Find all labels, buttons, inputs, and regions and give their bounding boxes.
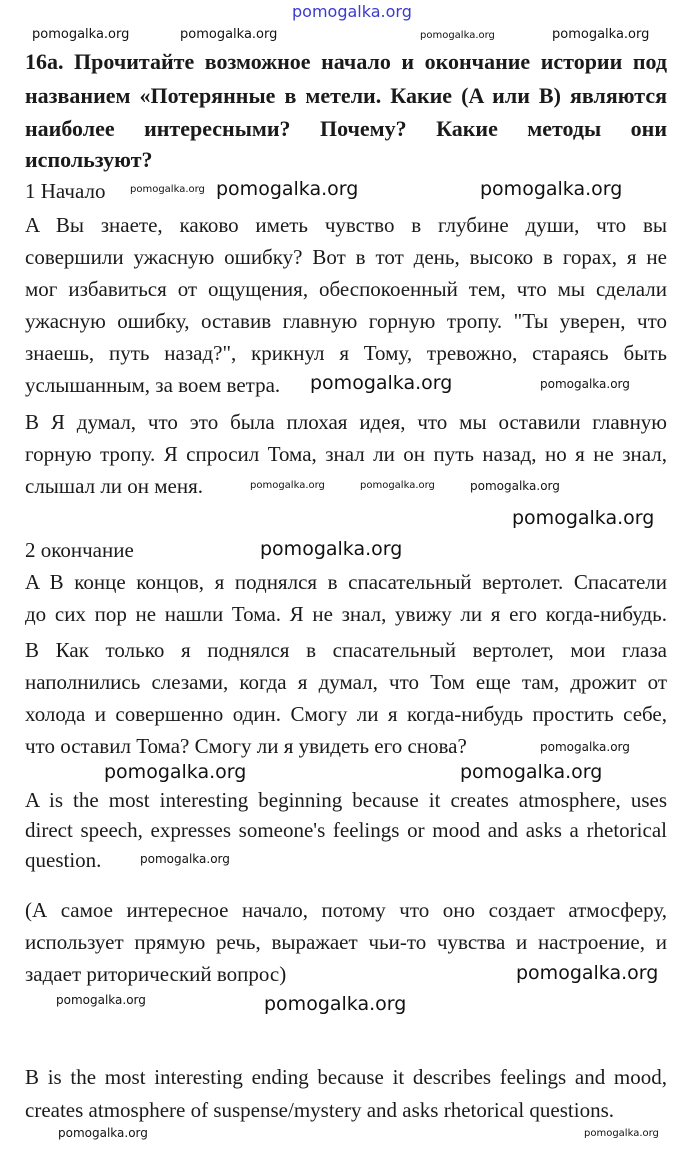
text-line: знаешь, путь назад?", крикнул я Тому, тревожно, стараясь быть [25, 341, 667, 365]
answer-line: B is the most interesting ending because it describes feelings and mood, [25, 1065, 667, 1089]
answer-line: использует прямую речь, выражает чьи-то чувства и настроение, и [25, 930, 667, 954]
watermark: pomogalka.org [104, 761, 247, 783]
answer-line: задает риторический вопрос) [25, 962, 287, 986]
watermark: pomogalka.org [140, 852, 230, 866]
watermark: pomogalka.org [480, 178, 623, 200]
watermark: pomogalka.org [216, 178, 359, 200]
watermark: pomogalka.org [460, 761, 603, 783]
text-line: услышанным, за воем ветра. [25, 373, 281, 397]
watermark: pomogalka.org [512, 507, 655, 529]
watermark: pomogalka.org [516, 962, 659, 984]
task-line: наиболее интересными? Почему? Какие методы они [25, 116, 667, 141]
watermark: pomogalka.org [540, 377, 630, 391]
text-line: что оставил Тома? Смогу ли я увидеть его снова? [25, 734, 467, 758]
answer-line: question. [25, 848, 102, 872]
text-line: совершили ужасную ошибку? Вот в тот день, высоко в горах, я не [25, 245, 667, 269]
watermark-top: pomogalka.org [292, 2, 412, 21]
section-heading-ending: 2 окончание [25, 538, 134, 562]
text-line: мог избавиться от ощущения, обеспокоенный тем, что мы сделали [25, 277, 667, 301]
watermark: pomogalka.org [470, 479, 560, 493]
watermark: pomogalka.org [360, 480, 435, 491]
watermark: pomogalka.org [310, 372, 453, 394]
watermark: pomogalka.org [32, 27, 130, 42]
watermark: pomogalka.org [180, 27, 278, 42]
text-line: B Я думал, что это была плохая идея, что мы оставили главную [25, 410, 667, 434]
text-line: слышал ли он меня. [25, 474, 204, 498]
text-line: наполнились слезами, когда я думал, что Том еще там, дрожит от [25, 670, 667, 694]
watermark: pomogalka.org [584, 1128, 659, 1139]
text-line: до сих пор не нашли Тома. Я не знал, увижу ли я его когда-нибудь. [25, 602, 667, 626]
text-line: горную тропу. Я спросил Тома, знал ли он путь назад, но я не знал, [25, 442, 667, 466]
text-line: A Вы знаете, каково иметь чувство в глубине души, что вы [25, 213, 667, 237]
text-line: ужасную ошибку, оставив главную горную тропу. "Ты уверен, что [25, 309, 667, 333]
answer-line: A is the most interesting beginning because it creates atmosphere, uses [25, 788, 667, 812]
answer-line: creates atmosphere of suspense/mystery and asks rhetorical questions. [25, 1098, 614, 1122]
watermark: pomogalka.org [130, 184, 205, 195]
task-line: используют? [25, 147, 153, 172]
task-line: 16а. Прочитайте возможное начало и окончание истории под [25, 49, 667, 74]
watermark: pomogalka.org [420, 30, 495, 41]
text-line: A В конце концов, я поднялся в спасательный вертолет. Спасатели [25, 570, 667, 594]
section-heading-beginning: 1 Начало [25, 179, 106, 203]
text-line: B Как только я поднялся в спасательный вертолет, мои глаза [25, 638, 667, 662]
watermark: pomogalka.org [264, 993, 407, 1015]
answer-line: (А самое интересное начало, потому что оно создает атмосферу, [25, 898, 667, 922]
task-line: названием «Потерянные в метели. Какие (A или B) являются [25, 83, 667, 108]
watermark: pomogalka.org [540, 740, 630, 754]
watermark: pomogalka.org [56, 993, 146, 1007]
watermark: pomogalka.org [58, 1126, 148, 1140]
watermark: pomogalka.org [250, 480, 325, 491]
watermark: pomogalka.org [260, 538, 403, 560]
watermark: pomogalka.org [552, 27, 650, 42]
text-line: холода и совершенно один. Смогу ли я когда-нибудь простить себе, [25, 702, 667, 726]
answer-line: direct speech, expresses someone's feelings or mood and asks a rhetorical [25, 818, 667, 842]
